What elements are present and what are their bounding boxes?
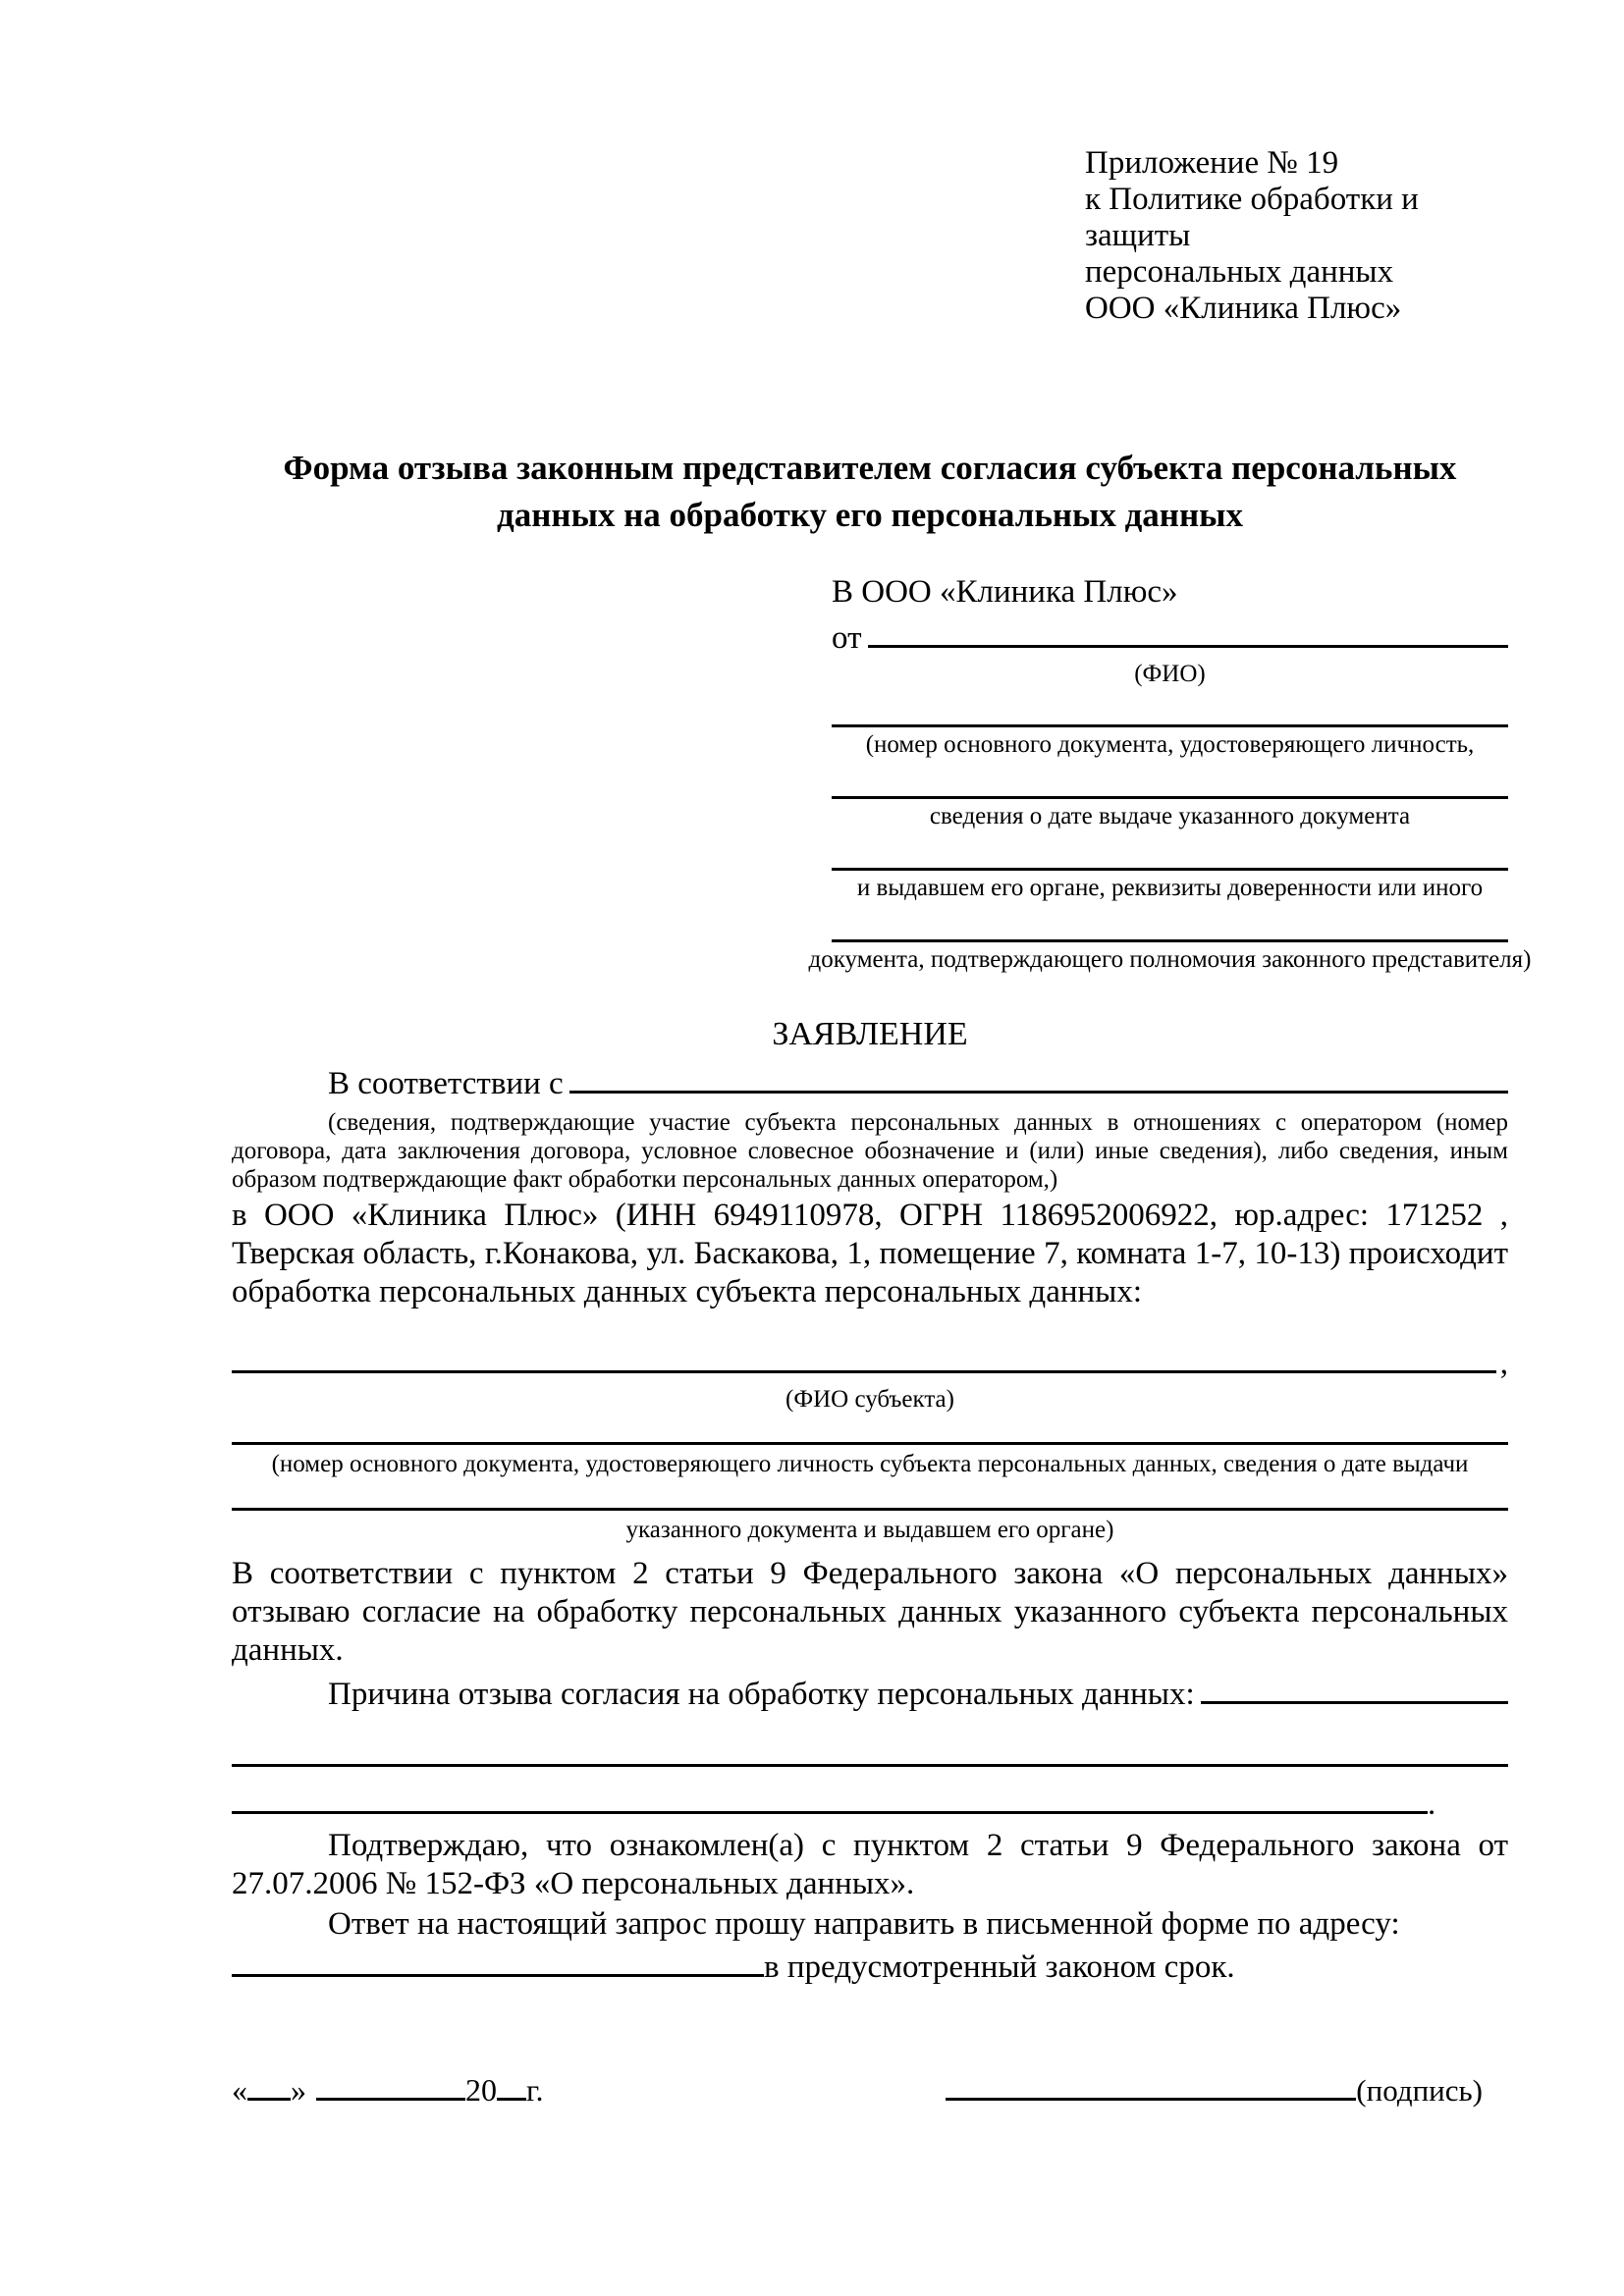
- date-open-quote: «: [232, 2072, 247, 2109]
- document-number-caption: (номер основного документа, удостоверяющего личность,: [865, 731, 1475, 759]
- reply-paragraph: Ответ на настоящий запрос прошу направить в письменной форме по адресу:: [328, 1906, 1400, 1943]
- subject-document-group: [232, 1437, 1508, 1479]
- addressee-from-label: от: [832, 619, 862, 656]
- subject-document-caption-2: указанного документа и выдавшем его органе): [625, 1517, 1114, 1544]
- reason-extra-blank-row-2: [232, 1781, 1508, 1824]
- reason-blank-line: [1201, 1670, 1508, 1704]
- reason-row: [232, 1670, 1508, 1714]
- subject-fio-row: [232, 1339, 1508, 1382]
- subject-fio-blank-line: [232, 1339, 1496, 1373]
- subject-fio-caption: (ФИО субъекта): [785, 1385, 954, 1413]
- reason-extra-blank-line-2: [232, 1781, 1428, 1815]
- accordance-label: В соответствии с: [328, 1066, 564, 1102]
- date-year-prefix: 20: [465, 2072, 497, 2109]
- addressee-from-row: [832, 614, 1508, 657]
- accordance-blank-line: [569, 1059, 1508, 1094]
- reply-tail-text: в предусмотренный законом срок.: [764, 1949, 1235, 1986]
- issuing-authority-caption: и выдавшем его органе, реквизиты доверенности или иного: [856, 874, 1484, 901]
- document-number-blank-line: [832, 720, 1508, 727]
- fio-caption: (ФИО): [1134, 660, 1206, 687]
- subject-document-group-2: [232, 1503, 1508, 1545]
- document-number-group: [832, 720, 1508, 760]
- reason-extra-blank-group: [232, 1759, 1508, 1767]
- representative-authority-blank-line: [832, 934, 1508, 942]
- reason-extra-blank-line: [232, 1759, 1508, 1767]
- date-group: [232, 2069, 544, 2109]
- subject-document-blank-line-2: [232, 1503, 1508, 1511]
- document-title: Форма отзыва законным представителем согласия субъекта персональных данных на обработку его персональных данных: [283, 449, 1457, 534]
- addressee-block: [808, 572, 1532, 974]
- blank-terminator-period: .: [1428, 1787, 1436, 1823]
- appendix-header-line: Приложение № 19: [1085, 145, 1339, 181]
- appendix-header-line: к Политике обработки и защиты: [1085, 182, 1419, 253]
- fio-blank-line: [868, 614, 1509, 648]
- signature-group: [946, 2069, 1483, 2109]
- document-content: [232, 0, 1532, 2109]
- issue-date-blank-line: [832, 791, 1508, 799]
- relation-note: (сведения, подтверждающие участие субъекта персональных данных в отношениях с оператором (номер договора, дата заключения договора, условное словесное обозначение и (или) иные сведения), либо сведения, иным образом подтверждающие факт обработки персональных данных оператором,): [232, 1109, 1508, 1194]
- reply-address-blank-line: [232, 1945, 764, 1977]
- signature-blank-line: [946, 2069, 1356, 2101]
- date-day-blank: [247, 2069, 291, 2101]
- date-month-blank: [316, 2069, 465, 2101]
- issuing-authority-blank-line: [832, 863, 1508, 871]
- operator-paragraph: в ООО «Клиника Плюс» (ИНН 6949110978, ОГРН 1186952006922, юр.адрес: 171252 , Тверская область, г.Конакова, ул. Баскакова, 1, помещение 7, комната 1-7, 10-13) происходит обработка персональных данных субъекта персональных данных:: [232, 1198, 1508, 1310]
- representative-authority-caption: документа, подтверждающего полномочия законного представителя): [808, 945, 1532, 973]
- representative-authority-group: [808, 934, 1532, 975]
- addressee-to: В ООО «Клиника Плюс»: [832, 574, 1178, 610]
- appendix-header-line: ООО «Клиника Плюс»: [1085, 291, 1402, 326]
- subject-document-blank-line: [232, 1437, 1508, 1445]
- reply-address-row: [232, 1945, 1508, 1987]
- appendix-header: [1085, 145, 1508, 327]
- statement-heading: ЗАЯВЛЕНИЕ: [772, 1016, 968, 1053]
- appendix-header-line: персональных данных: [1085, 254, 1394, 290]
- date-close-quote: »: [291, 2072, 306, 2109]
- reason-label: Причина отзыва согласия на обработку персональных данных:: [328, 1676, 1195, 1712]
- date-year-suffix: г.: [526, 2072, 544, 2109]
- issue-date-group: [832, 791, 1508, 831]
- subject-fio-comma: ,: [1499, 1345, 1508, 1381]
- issuing-authority-group: [832, 863, 1508, 903]
- date-year-blank: [497, 2069, 526, 2101]
- subject-document-caption: (номер основного документа, удостоверяющего личность субъекта персональных данных, сведения о дате выдачи: [271, 1451, 1469, 1478]
- issue-date-caption: сведения о дате выдаче указанного документа: [929, 803, 1411, 830]
- withdrawal-paragraph: В соответствии с пунктом 2 статьи 9 Федерального закона «О персональных данных» отзываю согласие на обработку персональных данных указанного субъекта персональных данных.: [232, 1555, 1508, 1668]
- confirmation-paragraph: Подтверждаю, что ознакомлен(а) с пунктом 2 статьи 9 Федерального закона от 27.07.2006 № 152-ФЗ «О персональных данных».: [232, 1828, 1508, 1902]
- date-signature-row: [232, 2069, 1508, 2109]
- signature-caption: (подпись): [1356, 2073, 1483, 2109]
- accordance-row: [232, 1059, 1508, 1102]
